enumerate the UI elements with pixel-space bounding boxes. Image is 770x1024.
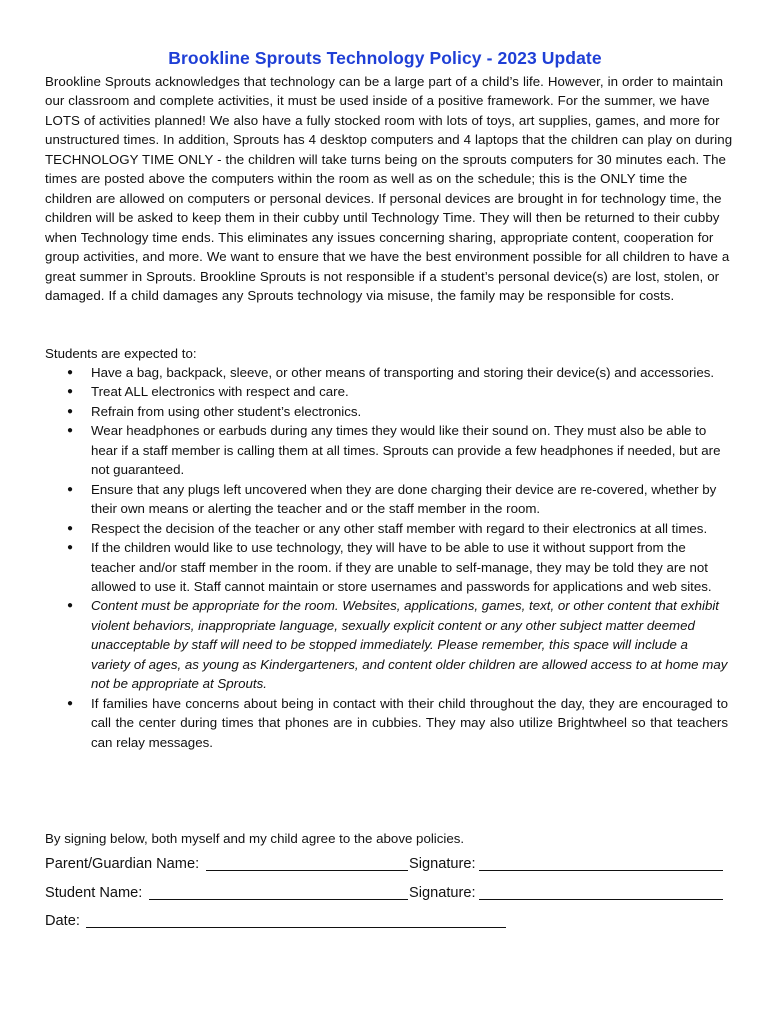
student-signature-row (45, 884, 725, 904)
expectations-list (45, 363, 728, 752)
parent-signature-label: Signature: (409, 856, 476, 872)
list-item-text: Wear headphones or earbuds during any times they would like their sound on. They must also be able to hear if a staff member is calling them at all times. Sprouts can provide a few headphones if needed, but are not guaranteed. (91, 423, 721, 478)
intro-text: Brookline Sprouts acknowledges that technology can be a large part of a child’s life. However, in order to maintain our classroom and complete activities, it must be used inside of a positive framework. For the summer, we have LOTS of activities planned! We also have a fully stocked room with lots of toys, art supplies, games, and more for unstructured times. In addition, Sprouts has 4 desktop computers and 4 laptops that the children can play on during TECHNOLOGY TIME ONLY - the children will take turns being on the sprouts computers for 30 minutes each. The times are posted above the computers within the room as well as on the schedule; this is the ONLY time the children are allowed on computers or personal devices. If personal devices are brought in for technology time, the children will be asked to keep them in their cubby until Technology Time. They will then be returned to their cubby when Technology time ends. This eliminates any issues concerning sharing, appropriate content, cooperation for group activities, and more. We want to ensure that we have the best environment possible for all children to have a great summer in Sprouts. Brookline Sprouts is not responsible if a student’s personal device(s) are lost, stolen, or damaged. If a child damages any Sprouts technology via misuse, the family may be responsible for costs. (45, 74, 733, 303)
list-item (45, 402, 728, 421)
student-name-field[interactable] (149, 899, 408, 900)
bullet-icon: ● (67, 600, 74, 612)
list-item (45, 363, 728, 382)
list-item-text: Content must be appropriate for the room. Websites, applications, games, text, or other content that exhibit violent behaviors, inappropriate language, sexually explicit content or any other subject matter deemed unacceptable by staff will need to be stopped immediately. Please remember, this space will include a variety of ages, as young as Kindergarteners, and content older children are allowed access to at home may not be appropriate at Sprouts. (91, 598, 728, 692)
list-item-text: If the children would like to use technology, they will have to be able to use it without support from the teacher and/or staff member in the room. if they are unable to self-manage, they may be told they are not allowed to use it. Staff cannot maintain or store usernames and passwords for applications and web sites. (91, 540, 712, 594)
parent-name-label: Parent/Guardian Name: (45, 856, 200, 872)
list-item-text: Refrain from using other student’s electronics. (91, 403, 362, 419)
parent-signature-row (45, 855, 725, 875)
list-item-text: Respect the decision of the teacher or any other staff member with regard to their electronics at all times. (91, 520, 708, 536)
page-title: Brookline Sprouts Technology Policy - 2023 Update (168, 48, 602, 68)
parent-signature-field[interactable] (479, 870, 723, 871)
bullet-icon: ● (67, 425, 74, 437)
bullet-icon: ● (67, 542, 74, 554)
agreement-text: By signing below, both myself and my child agree to the above policies. (45, 831, 465, 846)
expectations-lead: Students are expected to: (45, 346, 197, 361)
list-item (45, 480, 728, 519)
bullet-icon: ● (67, 405, 74, 417)
parent-name-field[interactable] (206, 870, 408, 871)
bullet-icon: ● (67, 386, 74, 398)
date-label: Date: (45, 913, 80, 929)
intro-paragraph (45, 72, 735, 305)
list-item (45, 538, 728, 596)
bullet-icon: ● (67, 522, 74, 534)
date-row (45, 912, 515, 932)
list-item (45, 421, 728, 479)
list-item (45, 596, 728, 693)
bullet-icon: ● (67, 367, 74, 378)
student-signature-label: Signature: (409, 885, 476, 901)
list-item-text: If families have concerns about being in contact with their child throughout the day, they are encouraged to call the center during times that phones are in cubbies. They may also utilize Brightwheel so that teachers can relay messages. (91, 695, 728, 750)
bullet-icon: ● (67, 697, 74, 709)
list-item-text: Have a bag, backpack, sleeve, or other means of transporting and storing their device(s) and accessories. (91, 365, 715, 380)
bullet-icon: ● (67, 483, 74, 495)
student-signature-field[interactable] (479, 899, 723, 900)
list-item (45, 382, 728, 401)
student-name-label: Student Name: (45, 885, 143, 901)
list-item-text: Ensure that any plugs left uncovered when they are done charging their device are re-covered, whether by their own means or alerting the teacher and or the staff member in the room. (91, 481, 717, 517)
list-item-text: Treat ALL electronics with respect and care. (91, 384, 349, 400)
list-item (45, 519, 728, 538)
date-field[interactable] (86, 927, 506, 928)
list-item (45, 694, 728, 752)
